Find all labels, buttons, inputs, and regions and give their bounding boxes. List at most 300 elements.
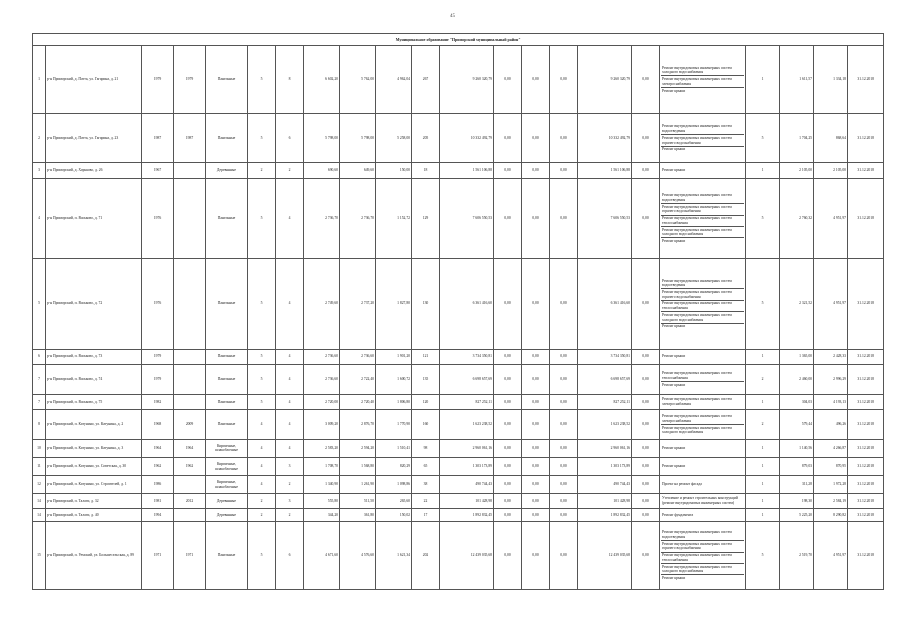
work-item: Ремонт крыши xyxy=(662,88,686,93)
repair-cost-cell: 490 744,43 xyxy=(440,476,494,494)
wall-material-cell: Кирпичные, шлакоблочные xyxy=(206,476,248,494)
owners-funds-cell: 1 561 106,88 xyxy=(578,163,632,179)
federal-funds-cell: 0,00 xyxy=(494,439,522,457)
living-area-cell: 2 736,70 xyxy=(340,178,376,258)
work-item: Ремонт внутридомовых инженерных систем холодного водоснабжения xyxy=(661,312,744,323)
works-cell xyxy=(660,457,746,475)
other-funds-cell: 0,00 xyxy=(632,163,660,179)
completion-date-cell: 31.12.2018 xyxy=(848,114,884,163)
address-cell: р-н Приморский, п. Катунино, ул. Катунина, д. 3 xyxy=(46,439,142,457)
row-number: 2 xyxy=(33,114,46,163)
works-cell xyxy=(660,394,746,410)
address-cell: р-н Приморский, д. Хорьково, д. 26 xyxy=(46,163,142,179)
address-cell: р-н Приморский, п. Талаги, д. 40 xyxy=(46,508,142,521)
living-area-cell: 2 737,20 xyxy=(340,259,376,350)
completion-date-cell: 31.12.2018 xyxy=(848,494,884,509)
row-number: 5 xyxy=(33,259,46,350)
municipal-funds-cell: 0,00 xyxy=(550,45,578,114)
owners-funds-cell: 6 361 416,60 xyxy=(578,259,632,350)
living-area-cell: 1 568,80 xyxy=(340,457,376,475)
entrances-cell: 4 xyxy=(276,349,304,365)
regional-funds-cell: 0,00 xyxy=(522,476,550,494)
work-item: Ремонт крыши xyxy=(662,238,686,243)
residents-cell: 38 xyxy=(412,476,440,494)
row-number: 6 xyxy=(33,349,46,365)
entrances-cell: 3 xyxy=(276,457,304,475)
renovation-year-cell: 1962 xyxy=(174,457,206,475)
max-unit-cost-cell: 2 428,33 xyxy=(814,349,848,365)
max-unit-cost-cell: 2 584,19 xyxy=(814,494,848,509)
built-year-cell: 1979 xyxy=(142,349,174,365)
regional-funds-cell: 0,00 xyxy=(522,178,550,258)
regional-funds-cell: 0,00 xyxy=(522,508,550,521)
other-funds-cell: 0,00 xyxy=(632,349,660,365)
max-unit-cost-cell: 1 334,18 xyxy=(814,45,848,114)
unit-cost-cell: 2 760,32 xyxy=(780,178,814,258)
other-funds-cell: 0,00 xyxy=(632,45,660,114)
row-number: 4 xyxy=(33,178,46,258)
completion-date-cell: 31.12.2018 xyxy=(848,365,884,395)
repair-cost-cell: 1 892 832,45 xyxy=(440,508,494,521)
works-count-cell: 1 xyxy=(746,439,780,457)
residential-area-cell: 265,60 xyxy=(376,494,412,509)
residential-area-cell: 150,02 xyxy=(376,508,412,521)
table-row xyxy=(33,410,884,440)
renovation-year-cell: 1987 xyxy=(174,114,206,163)
row-number: 7 xyxy=(33,394,46,410)
built-year-cell: 1981 xyxy=(142,494,174,509)
municipal-funds-cell: 0,00 xyxy=(550,494,578,509)
entrances-cell: 4 xyxy=(276,259,304,350)
municipal-funds-cell: 0,00 xyxy=(550,259,578,350)
renovation-year-cell xyxy=(174,394,206,410)
regional-funds-cell: 0,00 xyxy=(522,365,550,395)
works-cell xyxy=(660,45,746,114)
works-cell xyxy=(660,508,746,521)
municipal-funds-cell: 0,00 xyxy=(550,410,578,440)
work-item: Ремонт внутридомовых инженерных систем холодного водоснабжения xyxy=(661,227,744,238)
regional-funds-cell: 0,00 xyxy=(522,394,550,410)
row-number: 1 xyxy=(33,45,46,114)
owners-funds-cell: 1 623 238,52 xyxy=(578,410,632,440)
work-item: Ремонт внутридомовых инженерных систем водоотведения xyxy=(661,530,744,541)
living-area-cell: 5 798,00 xyxy=(340,114,376,163)
entrances-cell: 4 xyxy=(276,178,304,258)
renovation-year-cell xyxy=(174,163,206,179)
total-area-cell: 2 720,00 xyxy=(304,394,340,410)
work-item: Ремонт внутридомовых инженерных систем теплоснабжения xyxy=(661,553,744,564)
municipal-funds-cell: 0,00 xyxy=(550,114,578,163)
max-unit-cost-cell: 2 996,29 xyxy=(814,365,848,395)
works-cell xyxy=(660,259,746,350)
built-year-cell: 1994 xyxy=(142,508,174,521)
work-item: Ремонт внутридомовых инженерных систем холодного водоснабжения xyxy=(661,65,744,76)
unit-cost-cell: 198,30 xyxy=(780,494,814,509)
table-row xyxy=(33,45,884,114)
federal-funds-cell: 0,00 xyxy=(494,494,522,509)
other-funds-cell: 0,00 xyxy=(632,365,660,395)
other-funds-cell: 0,00 xyxy=(632,521,660,589)
other-funds-cell: 0,00 xyxy=(632,476,660,494)
completion-date-cell: 31.12.2018 xyxy=(848,439,884,457)
renovation-year-cell: 1964 xyxy=(174,439,206,457)
entrances-cell: 6 xyxy=(276,114,304,163)
table-row xyxy=(33,476,884,494)
entrances-cell: 6 xyxy=(276,521,304,589)
total-area-cell: 690,60 xyxy=(304,163,340,179)
living-area-cell: 2 720,40 xyxy=(340,394,376,410)
unit-cost-cell: 2 105,00 xyxy=(780,163,814,179)
work-item: Ремонт крыши xyxy=(662,354,686,359)
work-item: Ремонт фундамента xyxy=(662,512,694,517)
wall-material-cell: Кирпичные, шлакоблочные xyxy=(206,439,248,457)
built-year-cell: 1964 xyxy=(142,439,174,457)
floors-cell: 5 xyxy=(248,349,276,365)
municipal-funds-cell: 0,00 xyxy=(550,476,578,494)
row-number: 15 xyxy=(33,521,46,589)
section-header: Муниципальное образование "Приморский муниципальный район" xyxy=(33,34,884,46)
regional-funds-cell: 0,00 xyxy=(522,457,550,475)
built-year-cell: 1967 xyxy=(142,163,174,179)
total-area-cell: 1 340,90 xyxy=(304,476,340,494)
housing-register-table xyxy=(32,33,884,590)
residents-cell: 129 xyxy=(412,178,440,258)
residents-cell: 98 xyxy=(412,439,440,457)
residential-area-cell: 1 510,41 xyxy=(376,439,412,457)
entrances-cell: 4 xyxy=(276,410,304,440)
residential-area-cell: 150,00 xyxy=(376,163,412,179)
works-cell xyxy=(660,178,746,258)
residents-cell: 130 xyxy=(412,259,440,350)
residents-cell: 17 xyxy=(412,508,440,521)
regional-funds-cell: 0,00 xyxy=(522,163,550,179)
wall-material-cell: Панельные xyxy=(206,365,248,395)
address-cell: р-н Приморский, п. Катунино, ул. Советская, д. 30 xyxy=(46,457,142,475)
work-item: Ремонт внутридомовых инженерных систем электроснабжения xyxy=(661,76,744,87)
residents-cell: 120 xyxy=(412,394,440,410)
completion-date-cell: 31.12.2018 xyxy=(848,508,884,521)
page-number: 45 xyxy=(450,14,455,19)
regional-funds-cell: 0,00 xyxy=(522,349,550,365)
built-year-cell: 1976 xyxy=(142,259,174,350)
floors-cell: 5 xyxy=(248,394,276,410)
work-item: Ремонт внутридомовых инженерных систем электроснабжения xyxy=(662,397,732,407)
works-cell xyxy=(660,349,746,365)
entrances-cell: 2 xyxy=(276,508,304,521)
total-area-cell: 2 736,70 xyxy=(304,178,340,258)
built-year-cell: 1986 xyxy=(142,476,174,494)
municipal-funds-cell: 0,00 xyxy=(550,178,578,258)
works-count-cell: 1 xyxy=(746,508,780,521)
built-year-cell: 1962 xyxy=(142,457,174,475)
living-area-cell: 649,60 xyxy=(340,163,376,179)
total-area-cell: 6 602,20 xyxy=(304,45,340,114)
owners-funds-cell: 7 606 550,53 xyxy=(578,178,632,258)
table-row xyxy=(33,259,884,350)
floors-cell: 5 xyxy=(248,259,276,350)
municipal-funds-cell: 0,00 xyxy=(550,394,578,410)
works-count-cell: 1 xyxy=(746,394,780,410)
residents-cell: 22 xyxy=(412,494,440,509)
residents-cell: 205 xyxy=(412,114,440,163)
completion-date-cell: 31.12.2018 xyxy=(848,178,884,258)
work-item: Ремонт внутридомовых инженерных систем водоотведения xyxy=(661,278,744,289)
residential-area-cell: 1 152,72 xyxy=(376,178,412,258)
unit-cost-cell: 879,03 xyxy=(780,457,814,475)
floors-cell: 5 xyxy=(248,114,276,163)
max-unit-cost-cell: 4 193,13 xyxy=(814,394,848,410)
work-item: Ремонт крыши xyxy=(662,464,686,469)
residents-cell: 202 xyxy=(412,521,440,589)
works-cell xyxy=(660,114,746,163)
section-header-row xyxy=(33,34,884,46)
federal-funds-cell: 0,00 xyxy=(494,259,522,350)
floors-cell: 4 xyxy=(248,476,276,494)
total-area-cell: 3 009,20 xyxy=(304,410,340,440)
work-item: Ремонт внутридомовых инженерных систем горячего водоснабжения xyxy=(661,541,744,552)
regional-funds-cell: 0,00 xyxy=(522,259,550,350)
completion-date-cell: 31.12.2018 xyxy=(848,457,884,475)
other-funds-cell: 0,00 xyxy=(632,114,660,163)
work-item: Ремонт внутридомовых инженерных систем водоотведения xyxy=(661,193,744,204)
municipal-funds-cell: 0,00 xyxy=(550,163,578,179)
renovation-year-cell xyxy=(174,178,206,258)
table-row xyxy=(33,494,884,509)
works-cell xyxy=(660,163,746,179)
total-area-cell: 1 708,70 xyxy=(304,457,340,475)
wall-material-cell: Деревянные xyxy=(206,494,248,509)
residential-area-cell: 1 621,34 xyxy=(376,521,412,589)
works-cell xyxy=(660,521,746,589)
residential-area-cell: 820,29 xyxy=(376,457,412,475)
other-funds-cell: 0,00 xyxy=(632,508,660,521)
living-area-cell: 2 594,20 xyxy=(340,439,376,457)
entrances-cell: 2 xyxy=(276,476,304,494)
unit-cost-cell: 2 460,00 xyxy=(780,365,814,395)
owners-funds-cell: 490 744,43 xyxy=(578,476,632,494)
repair-cost-cell: 6 698 657,69 xyxy=(440,365,494,395)
work-item: Проект на ремонт фасада xyxy=(662,482,702,487)
works-count-cell: 1 xyxy=(746,163,780,179)
wall-material-cell: Панельные xyxy=(206,45,248,114)
repair-cost-cell: 101 428,98 xyxy=(440,494,494,509)
total-area-cell: 2 736,60 xyxy=(304,349,340,365)
owners-funds-cell: 101 428,98 xyxy=(578,494,632,509)
floors-cell: 5 xyxy=(248,45,276,114)
max-unit-cost-cell: 4 951,97 xyxy=(814,259,848,350)
wall-material-cell: Деревянные xyxy=(206,508,248,521)
other-funds-cell: 0,00 xyxy=(632,439,660,457)
owners-funds-cell: 10 332 492,79 xyxy=(578,114,632,163)
regional-funds-cell: 0,00 xyxy=(522,45,550,114)
repair-cost-cell: 827 252,11 xyxy=(440,394,494,410)
works-count-cell: 1 xyxy=(746,494,780,509)
row-number: 12 xyxy=(33,476,46,494)
works-cell xyxy=(660,494,746,509)
table-row xyxy=(33,394,884,410)
works-cell xyxy=(660,410,746,440)
residential-area-cell: 4 962,04 xyxy=(376,45,412,114)
repair-cost-cell: 6 361 416,60 xyxy=(440,259,494,350)
built-year-cell: 1987 xyxy=(142,114,174,163)
built-year-cell: 1968 xyxy=(142,410,174,440)
unit-cost-cell: 311,28 xyxy=(780,476,814,494)
work-item: Ремонт крыши xyxy=(662,576,686,580)
owners-funds-cell: 1 303 173,89 xyxy=(578,457,632,475)
regional-funds-cell: 0,00 xyxy=(522,410,550,440)
work-item: Ремонт внутридомовых инженерных систем горячего водоснабжения xyxy=(661,135,744,146)
federal-funds-cell: 0,00 xyxy=(494,45,522,114)
work-item: Ремонт внутридомовых инженерных систем горячего водоснабжения xyxy=(661,204,744,215)
repair-cost-cell: 3 734 350,81 xyxy=(440,349,494,365)
municipal-funds-cell: 0,00 xyxy=(550,457,578,475)
living-area-cell: 361,80 xyxy=(340,508,376,521)
wall-material-cell: Панельные xyxy=(206,259,248,350)
work-item: Утепление и ремонт строительных конструкций (ремонт внутридомовых инженерных систем) xyxy=(662,496,738,506)
other-funds-cell: 0,00 xyxy=(632,494,660,509)
completion-date-cell: 31.12.2018 xyxy=(848,259,884,350)
wall-material-cell: Панельные xyxy=(206,114,248,163)
residents-cell: 121 xyxy=(412,349,440,365)
federal-funds-cell: 0,00 xyxy=(494,410,522,440)
work-item: Ремонт внутридомовых инженерных систем холодного водоснабжения xyxy=(662,425,732,435)
federal-funds-cell: 0,00 xyxy=(494,114,522,163)
total-area-cell: 2 749,60 xyxy=(304,259,340,350)
unit-cost-cell: 2 321,52 xyxy=(780,259,814,350)
built-year-cell: 1979 xyxy=(142,45,174,114)
unit-cost-cell: 1 140,56 xyxy=(780,439,814,457)
residents-cell: 18 xyxy=(412,163,440,179)
table-row xyxy=(33,508,884,521)
works-count-cell: 5 xyxy=(746,178,780,258)
wall-material-cell: Деревянные xyxy=(206,163,248,179)
federal-funds-cell: 0,00 xyxy=(494,457,522,475)
living-area-cell: 2 876,70 xyxy=(340,410,376,440)
other-funds-cell: 0,00 xyxy=(632,259,660,350)
works-count-cell: 1 xyxy=(746,476,780,494)
row-number: 8 xyxy=(33,410,46,440)
table-row xyxy=(33,163,884,179)
built-year-cell: 1971 xyxy=(142,521,174,589)
work-item: Ремонт крыши xyxy=(662,324,686,329)
wall-material-cell: Кирпичные, шлакоблочные xyxy=(206,457,248,475)
works-count-cell: 5 xyxy=(746,259,780,350)
entrances-cell: 4 xyxy=(276,365,304,395)
residential-area-cell: 1 827,80 xyxy=(376,259,412,350)
entrances-cell: 3 xyxy=(276,494,304,509)
works-count-cell: 1 xyxy=(746,457,780,475)
regional-funds-cell: 0,00 xyxy=(522,439,550,457)
row-number: 3 xyxy=(33,163,46,179)
max-unit-cost-cell: 868,64 xyxy=(814,114,848,163)
max-unit-cost-cell: 8 290,82 xyxy=(814,508,848,521)
renovation-year-cell xyxy=(174,259,206,350)
regional-funds-cell: 0,00 xyxy=(522,494,550,509)
federal-funds-cell: 0,00 xyxy=(494,508,522,521)
floors-cell: 5 xyxy=(248,521,276,589)
wall-material-cell: Панельные xyxy=(206,349,248,365)
federal-funds-cell: 0,00 xyxy=(494,349,522,365)
municipal-funds-cell: 0,00 xyxy=(550,508,578,521)
address-cell: р-н Приморский, п. Катунино, ул. Катунина, д. 2 xyxy=(46,410,142,440)
row-number: 7 xyxy=(33,365,46,395)
max-unit-cost-cell: 870,95 xyxy=(814,457,848,475)
floors-cell: 5 xyxy=(248,365,276,395)
row-number: 14 xyxy=(33,494,46,509)
renovation-year-cell xyxy=(174,365,206,395)
residential-area-cell: 1 770,90 xyxy=(376,410,412,440)
living-area-cell: 4 576,60 xyxy=(340,521,376,589)
address-cell: р-н Приморский, д. Патта, ул. Гагарина, д. 23 xyxy=(46,114,142,163)
repair-cost-cell: 7 606 550,53 xyxy=(440,178,494,258)
table-row xyxy=(33,365,884,395)
unit-cost-cell: 304,03 xyxy=(780,394,814,410)
floors-cell: 2 xyxy=(248,163,276,179)
completion-date-cell: 31.12.2018 xyxy=(848,410,884,440)
repair-cost-cell: 10 332 492,79 xyxy=(440,114,494,163)
address-cell: р-н Приморский, п. Талаги, д. 32 xyxy=(46,494,142,509)
work-item: Ремонт крыши xyxy=(662,168,686,173)
wall-material-cell: Панельные xyxy=(206,394,248,410)
completion-date-cell: 31.12.2018 xyxy=(848,349,884,365)
floors-cell: 2 xyxy=(248,494,276,509)
table-row xyxy=(33,114,884,163)
repair-cost-cell: 1 623 238,52 xyxy=(440,410,494,440)
renovation-year-cell: 2012 xyxy=(174,494,206,509)
work-item: Ремонт внутридомовых инженерных систем водоотведения xyxy=(661,124,744,135)
works-cell xyxy=(660,439,746,457)
wall-material-cell: Панельные xyxy=(206,410,248,440)
entrances-cell: 4 xyxy=(276,439,304,457)
other-funds-cell: 0,00 xyxy=(632,394,660,410)
residents-cell: 135 xyxy=(412,365,440,395)
max-unit-cost-cell: 4 951,97 xyxy=(814,178,848,258)
entrances-cell: 8 xyxy=(276,45,304,114)
address-cell: р-н Приморский, п. Васьково, д. 71 xyxy=(46,178,142,258)
unit-cost-cell: 2 519,70 xyxy=(780,521,814,589)
renovation-year-cell: 1979 xyxy=(174,45,206,114)
repair-cost-cell: 9 260 320,79 xyxy=(440,45,494,114)
residential-area-cell: 1 098,86 xyxy=(376,476,412,494)
work-item: Ремонт внутридомовых инженерных систем холодного водоснабжения xyxy=(661,564,744,575)
residential-area-cell: 1 600,72 xyxy=(376,365,412,395)
works-count-cell: 1 xyxy=(746,45,780,114)
address-cell: р-н Приморский, п. Васьково, д. 72 xyxy=(46,259,142,350)
address-cell: р-н Приморский, п. Васьково, д. 73 xyxy=(46,349,142,365)
completion-date-cell: 31.12.2018 xyxy=(848,521,884,589)
residential-area-cell: 1 901,20 xyxy=(376,349,412,365)
repair-cost-cell: 1 303 173,89 xyxy=(440,457,494,475)
work-item: Ремонт внутридомовых инженерных систем горячего водоснабжения xyxy=(661,289,744,300)
renovation-year-cell: 1971 xyxy=(174,521,206,589)
residents-cell: 267 xyxy=(412,45,440,114)
row-number: 10 xyxy=(33,439,46,457)
federal-funds-cell: 0,00 xyxy=(494,394,522,410)
repair-cost-cell: 1 561 106,88 xyxy=(440,163,494,179)
municipal-funds-cell: 0,00 xyxy=(550,439,578,457)
works-count-cell: 5 xyxy=(746,114,780,163)
total-area-cell: 555,80 xyxy=(304,494,340,509)
address-cell: р-н Приморский, п. Уемский, ул. Большесельская, д. 89 xyxy=(46,521,142,589)
row-number: 14 xyxy=(33,508,46,521)
unit-cost-cell: 5 225,20 xyxy=(780,508,814,521)
repair-cost-cell: 2 960 061,16 xyxy=(440,439,494,457)
regional-funds-cell: 0,00 xyxy=(522,521,550,589)
works-count-cell: 2 xyxy=(746,410,780,440)
max-unit-cost-cell: 2 105,00 xyxy=(814,163,848,179)
municipal-funds-cell: 0,00 xyxy=(550,349,578,365)
works-cell xyxy=(660,365,746,395)
